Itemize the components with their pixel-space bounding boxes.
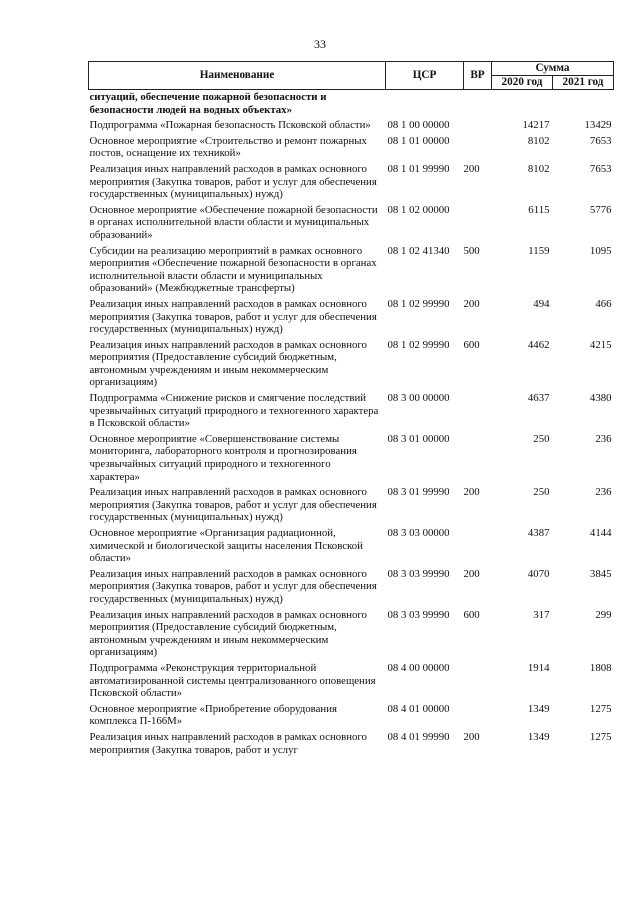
row-amount-2020: 1914 [527, 661, 550, 674]
row-csr-code: 08 1 01 99990 [387, 162, 450, 175]
table-row [89, 432, 614, 485]
table-row [89, 90, 614, 119]
row-amount-2020: 250 [533, 432, 550, 445]
row-csr-code [386, 90, 464, 119]
budget-table [88, 61, 614, 758]
row-csr-code: 08 1 00 00000 [387, 119, 450, 132]
row-name: Подпрограмма «Реконструкция территориальной автоматизированной системы централизованного оповещения Псковской области» [89, 661, 376, 700]
row-vr-code: 600 [463, 338, 480, 351]
row-name: Основное мероприятие «Обеспечение пожарной безопасности в органах исполнительной власти области и муниципальных образований» [89, 203, 378, 241]
row-csr-code: 08 3 01 99990 [387, 486, 450, 499]
row-vr-code [464, 432, 492, 485]
row-amount-2021: 466 [595, 297, 612, 310]
row-name: Реализация иных направлений расходов в рамках основного мероприятия (Закупка товаров, работ и услуг для обеспечения государственных (муниципальных) нужд) [89, 297, 377, 336]
page-number: 33 [314, 37, 326, 51]
row-amount-2021: 1275 [589, 702, 612, 715]
row-name: Реализация иных направлений расходов в рамках основного мероприятия (Предоставление субсидий бюджетным, автономным учреждениям и иным некоммерческим организациям) [89, 338, 367, 389]
row-vr-code [464, 391, 492, 432]
row-amount-2020: 250 [533, 486, 550, 499]
row-amount-2021: 13429 [584, 119, 612, 132]
row-amount-2021: 4144 [589, 527, 612, 539]
row-csr-code: 08 3 03 99990 [387, 608, 450, 621]
row-amount-2020: 1349 [527, 730, 550, 743]
table-row [89, 485, 614, 526]
row-vr-code: 500 [463, 244, 480, 257]
row-csr-code: 08 1 02 41340 [387, 244, 450, 257]
row-csr-code: 08 4 00 00000 [387, 661, 450, 674]
header-year-2020: 2020 год [492, 76, 553, 90]
row-amount-2021: 3845 [589, 567, 612, 580]
row-name: Подпрограмма «Пожарная безопасность Псковской области» [89, 119, 371, 132]
row-name: Основное мероприятие «Организация радиационной, химической и биологической защиты населения Псковской области» [89, 527, 363, 565]
row-vr-code: 200 [463, 567, 480, 580]
row-csr-code: 08 3 01 00000 [387, 432, 450, 445]
row-csr-code: 08 1 01 00000 [387, 134, 450, 147]
row-amount-2021: 1095 [589, 244, 612, 257]
table-row [89, 661, 614, 702]
row-csr-code: 08 3 03 00000 [387, 527, 450, 539]
row-amount-2021: 7653 [589, 134, 612, 147]
row-name: Основное мероприятие «Строительство и ремонт пожарных постов, оснащение их техникой» [89, 134, 367, 160]
row-name: Субсидии на реализацию мероприятий в рамках основного мероприятия «Обеспечение пожарной безопасности в органах исполнительной власти области и муниципальных образований» (Межбюджетные трансферты) [89, 244, 377, 295]
row-amount-2021: 236 [595, 486, 612, 499]
row-csr-code: 08 1 02 00000 [387, 203, 450, 216]
header-vr: ВР [464, 62, 492, 90]
row-amount-2021: 299 [595, 608, 612, 621]
row-name: Реализация иных направлений расходов в рамках основного мероприятия (Закупка товаров, работ и услуг для обеспечения государственных (муниципальных) нужд) [89, 486, 377, 524]
row-csr-code: 08 4 01 99990 [387, 730, 450, 743]
row-amount-2021: 236 [595, 432, 612, 445]
row-name: Основное мероприятие «Приобретение оборудования комплекса П-166М» [89, 702, 337, 728]
row-name: Подпрограмма «Снижение рисков и смягчение последствий чрезвычайных ситуаций природного и техногенного характера в Псковской области» [89, 392, 379, 430]
row-vr-code [464, 90, 492, 119]
table-row [89, 203, 614, 244]
row-amount-2020: 6115 [528, 203, 550, 216]
row-name: ситуаций, обеспечение пожарной безопасности и безопасности людей на водных объектах» [89, 91, 327, 116]
row-csr-code: 08 1 02 99990 [387, 297, 450, 310]
row-vr-code [464, 526, 492, 567]
row-amount-2020: 8102 [527, 134, 550, 147]
row-vr-code: 200 [463, 730, 480, 743]
row-amount-2021: 5776 [589, 203, 612, 216]
table-row [89, 567, 614, 608]
row-name: Реализация иных направлений расходов в рамках основного мероприятия (Закупка товаров, работ и услуг для обеспечения государственных (муниципальных) нужд) [89, 567, 377, 605]
row-csr-code: 08 1 02 99990 [387, 338, 450, 351]
header-name: Наименование [89, 62, 386, 90]
row-csr-code: 08 3 00 00000 [387, 392, 450, 405]
row-amount-2020: 4070 [527, 567, 550, 580]
row-vr-code: 200 [463, 486, 480, 499]
header-csr: ЦСР [386, 62, 464, 90]
row-csr-code: 08 4 01 00000 [387, 702, 450, 715]
row-amount-2020: 4387 [527, 527, 550, 539]
row-amount-2021: 1808 [589, 661, 612, 674]
table-header [89, 62, 614, 90]
table-row [89, 244, 614, 297]
table-row [89, 730, 614, 758]
row-amount-2020: 317 [533, 608, 550, 621]
row-amount-2020: 1159 [528, 244, 550, 257]
row-vr-code [464, 134, 492, 162]
row-name: Основное мероприятие «Совершенствование системы мониторинга, лабораторного контроля и прогнозирования чрезвычайных ситуаций природного и техногенного характера» [89, 432, 357, 483]
row-vr-code: 200 [463, 162, 480, 175]
table-row [89, 702, 614, 730]
row-amount-2020: 8102 [527, 162, 550, 175]
row-amount-2020 [492, 90, 553, 119]
row-vr-code [464, 661, 492, 702]
row-amount-2020: 4637 [527, 392, 550, 405]
header-year-2021: 2021 год [553, 76, 614, 90]
table-row [89, 134, 614, 162]
row-amount-2021: 1275 [589, 730, 612, 743]
table-row [89, 118, 614, 134]
table-row [89, 526, 614, 567]
row-vr-code: 600 [463, 608, 480, 621]
table-row [89, 162, 614, 203]
row-amount-2020: 1349 [527, 702, 550, 715]
row-vr-code [464, 118, 492, 134]
table-row [89, 391, 614, 432]
row-csr-code: 08 3 03 99990 [387, 567, 450, 580]
row-vr-code [464, 203, 492, 244]
row-name: Реализация иных направлений расходов в рамках основного мероприятия (Закупка товаров, работ и услуг [89, 730, 367, 756]
row-amount-2021: 7653 [589, 162, 612, 175]
row-amount-2020: 14217 [522, 119, 550, 132]
row-name: Реализация иных направлений расходов в рамках основного мероприятия (Предоставление субсидий бюджетным, автономным учреждениям и иным некоммерческим организациям) [89, 608, 367, 659]
row-amount-2021: 4215 [589, 338, 612, 351]
header-sum: Сумма [492, 62, 614, 76]
table-body [89, 90, 614, 759]
row-vr-code: 200 [463, 297, 480, 310]
row-vr-code [464, 702, 492, 730]
row-amount-2020: 4462 [527, 338, 550, 351]
table-row [89, 297, 614, 338]
row-amount-2021: 4380 [589, 392, 612, 405]
row-name: Реализация иных направлений расходов в рамках основного мероприятия (Закупка товаров, работ и услуг для обеспечения государственных (муниципальных) нужд) [89, 162, 377, 201]
row-amount-2020: 494 [533, 297, 550, 310]
table-row [89, 338, 614, 391]
table-row [89, 608, 614, 661]
row-amount-2021 [553, 90, 614, 119]
